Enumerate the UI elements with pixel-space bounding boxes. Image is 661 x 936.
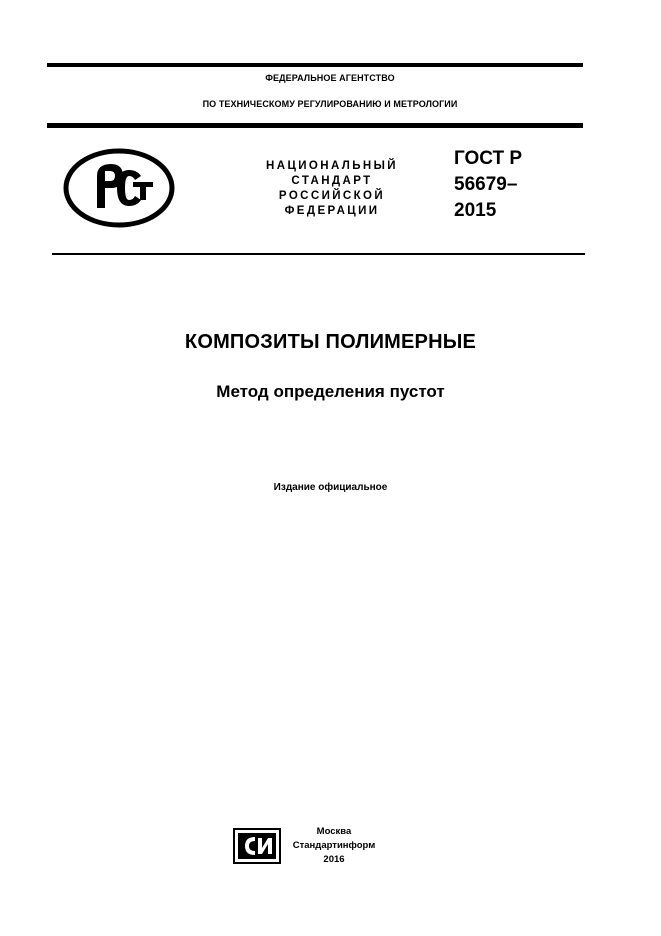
rst-certification-mark-icon [63,148,175,228]
designation-number: 56679– [454,174,518,195]
edition-note: Издание официальное [273,482,388,493]
top-rule [47,63,583,67]
agency-name-line-2: ПО ТЕХНИЧЕСКОМУ РЕГУЛИРОВАНИЮ И МЕТРОЛОГИИ [202,99,458,109]
imprint-city: Москва [316,826,352,837]
standard-type-label [246,159,418,219]
agency-name-line-1: ФЕДЕРАЛЬНОЕ АГЕНТСТВО [265,73,395,83]
imprint [286,825,382,867]
standartinform-logo-icon [233,828,281,864]
standard-type-line-3: РОССИЙСКОЙ [278,190,386,202]
standard-type-line-4: ФЕДЕРАЦИИ [284,205,380,217]
standard-designation [454,146,522,224]
designation-prefix: ГОСТ Р [454,148,523,169]
designation-year: 2015 [454,200,497,221]
document-title: КОМПОЗИТЫ ПОЛИМЕРНЫЕ [184,331,477,353]
document-subtitle: Метод определения пустот [216,382,445,401]
standard-type-line-1: НАЦИОНАЛЬНЫЙ [266,160,398,172]
header-bottom-rule [52,253,585,255]
header-rule [47,123,583,128]
imprint-publisher: Стандартинформ [292,840,376,851]
imprint-year: 2016 [323,854,345,865]
standard-type-line-2: СТАНДАРТ [291,175,373,187]
